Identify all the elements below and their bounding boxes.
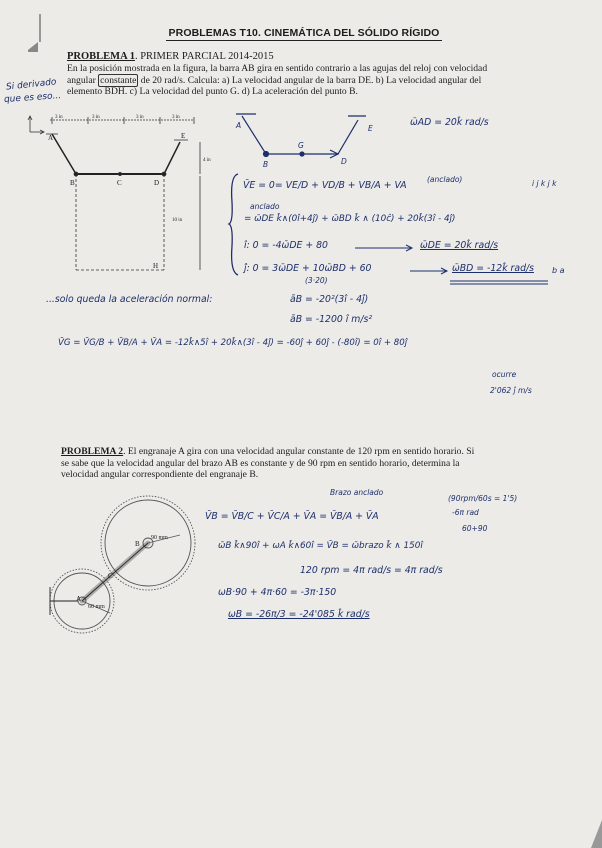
problem1-statement — [67, 63, 547, 98]
fig1-label-A: A — [48, 134, 54, 142]
sketch-label-G: G — [298, 141, 304, 150]
problem1-line2: angular constante de 20 rad/s. Calcula: a) La velocidad angular de la barra DE. b) La velocidad angular del — [67, 74, 482, 86]
sketch-label-D: D — [341, 157, 347, 166]
accel-note: ...solo queda la aceleración normal: — [46, 294, 213, 305]
velG-note1: ocurre — [492, 370, 517, 379]
eq4-marks: b a — [552, 266, 565, 275]
fig1-dim-6: 10 in — [172, 218, 183, 223]
scan-edge-mark — [26, 12, 40, 52]
eq3: î: 0 = -4ω̄DE + 80 — [244, 240, 328, 251]
arrow-eq4 — [410, 267, 450, 275]
boxed-word: constante — [100, 74, 137, 86]
sketch-label-E: E — [368, 124, 373, 133]
eq2-anclado: anclado — [250, 202, 280, 211]
problem2-gear-figure — [40, 493, 220, 623]
problem1-line3: elemento BDH. c) La velocidad del punto G. d) La aceleración del punto B. — [67, 86, 358, 97]
p2-eq1-note2: 60+90 — [462, 524, 488, 533]
fig2-radius-90: 90 mm — [151, 535, 168, 541]
fig1-dim-4: 3 in — [172, 115, 180, 120]
hand-sketch-mechanism — [230, 110, 375, 170]
problem1-title: PROBLEMA 1. PRIMER PARCIAL 2014-2015 — [67, 51, 274, 62]
velG-note2: 2'062 ĵ m/s — [490, 386, 532, 395]
eq4-result: ω̄BD = -12k̂ rad/s — [452, 263, 534, 274]
side-note: i j k j k — [532, 179, 557, 188]
problem2-line3: velocidad angular correspondiente del engranaje B. — [61, 469, 259, 480]
p2-eq3: 120 rpm = 4π rad/s = 4π rad/s — [300, 565, 443, 576]
eq2: = ω̄DE k̂∧(0î+4ĵ) + ω̄BD k̂ ∧ (10ĉ) + 20k̂(3î - 4ĵ) — [244, 214, 456, 224]
scan-edge-bottom — [585, 820, 602, 848]
fig1-label-D: D — [154, 179, 160, 187]
fig1-dim-2: 3 in — [92, 115, 100, 120]
velG-eq: V̄G = V̄G/B + V̄B/A + V̄A = -12k̂∧5î + 20k̂∧(3î - 4ĵ) = -60ĵ + 60ĵ - (-80î) = 0î + 80ĵ — [58, 338, 408, 348]
fig1-label-B: B — [70, 179, 75, 187]
problem1-line1: En la posición mostrada en la figura, la barra AB gira en sentido contrario a las agujas del reloj con velocidad — [67, 63, 488, 74]
fig2-label-C: C — [108, 572, 113, 580]
fig2-label-B: B — [135, 540, 140, 548]
margin-note-1: Si derivado — [5, 77, 57, 93]
p2-eq2: ω̄B k̂∧90î + ωA k̂∧60î = V̄B = ω̄brazo k̂ ∧ 150î — [218, 541, 423, 551]
fig1-label-C: C — [117, 179, 122, 187]
p2-label-top: Brazo anclado — [330, 488, 384, 497]
p2-eq1-note: -6π rad — [452, 508, 479, 517]
p2-note-rpm: (90rpm/60s = 1'5) — [448, 494, 518, 503]
fig2-label-A: A — [76, 595, 82, 603]
sketch-label-A: A — [236, 121, 242, 130]
fig1-label-E: E — [181, 132, 186, 140]
margin-note-2: que es eso... — [3, 91, 62, 105]
eq4-sub: (3·20) — [305, 276, 328, 285]
problem1-figure — [16, 112, 221, 287]
eq1: V̄E = 0= VE/D + VD/B + VB/A + VA — [243, 180, 407, 191]
sketch-label-B: B — [263, 160, 269, 169]
accel-eq1: āB = -20²(3î - 4ĵ) — [290, 294, 369, 305]
fig1-dim-5: 4 in — [203, 158, 211, 163]
fig1-dim-3: 3 in — [136, 115, 144, 120]
eq1-note: (anclado) — [427, 175, 463, 184]
problem2-statement — [61, 446, 547, 481]
eq4: ĵ: 0 = 3ω̄DE + 10ω̄BD + 60 — [244, 263, 372, 274]
fig1-label-H: H — [153, 262, 159, 270]
eq4-double-underline — [450, 280, 550, 286]
problem2-line2: se sabe que la velocidad angular del brazo AB es constante y de 90 rpm en sentido horario, determina la — [61, 457, 460, 469]
hand-brace — [228, 172, 240, 277]
p2-eq1: V̄B = V̄B/C + V̄C/A + V̄A = V̄B/A + V̄A — [205, 511, 379, 522]
accel-eq2: āB = -1200 î m/s² — [290, 314, 373, 325]
omega-ad-note: ω̄AD = 20k̂ rad/s — [410, 117, 489, 128]
eq3-result: ω̄DE = 20k̂ rad/s — [420, 240, 499, 251]
p2-eq4: ωB·90 + 4π·60 = -3π·150 — [218, 587, 337, 598]
problem2-line1: PROBLEMA 2. El engranaje A gira con una velocidad angular constante de 120 rpm en sentido horario. Si — [61, 446, 475, 457]
fig2-radius-60: 60 mm — [88, 604, 105, 610]
p2-eq5: ωB = -26π/3 = -24'085 k̂ rad/s — [228, 609, 370, 620]
fig1-dim-1: 3 in — [55, 115, 63, 120]
page-title: PROBLEMAS T10. CINEMÁTICA DEL SÓLIDO RÍGIDO — [166, 27, 442, 41]
arrow-eq3 — [355, 244, 415, 252]
